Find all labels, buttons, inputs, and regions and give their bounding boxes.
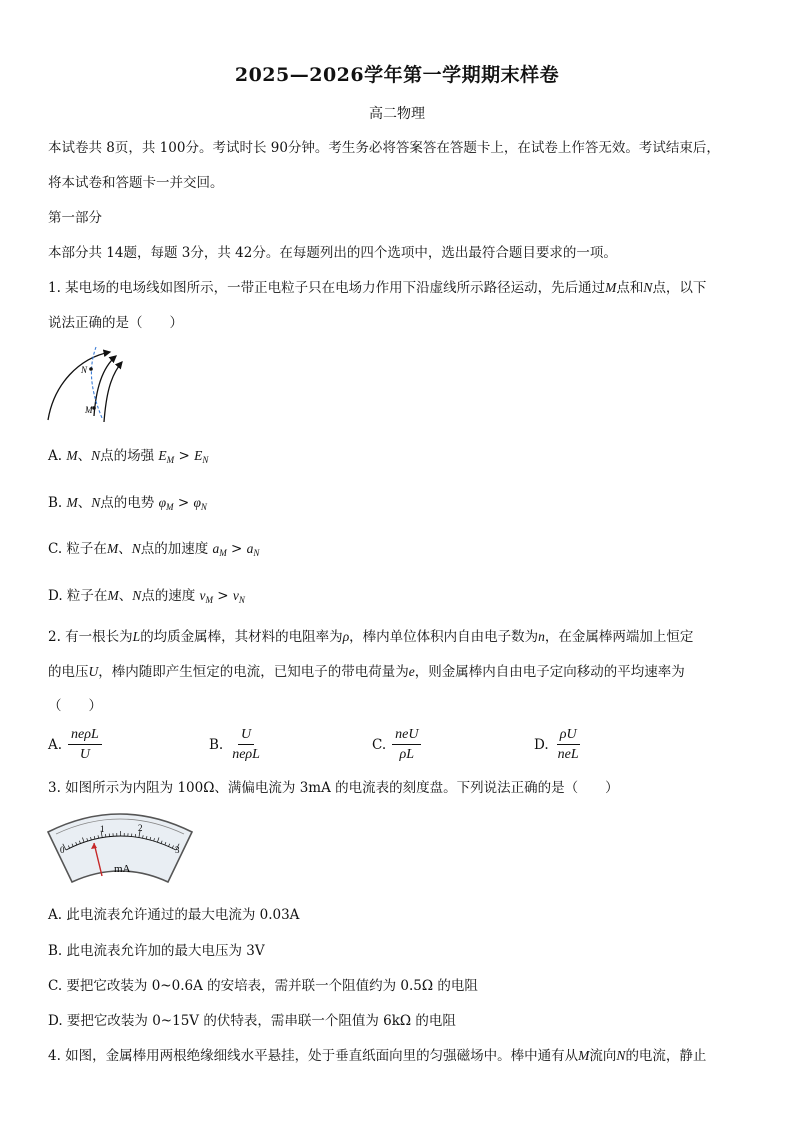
q2-stem-line3: （ ） <box>48 698 102 714</box>
q1-option-c-sym1: a <box>212 541 220 556</box>
q1-option-c-var2: N <box>131 541 141 556</box>
q1-option-a-text: 点的场强 <box>100 448 159 464</box>
q2-option-c-num: neU <box>392 726 421 745</box>
q2-option-b-den: neρL <box>232 747 260 762</box>
q2-option-a[interactable] <box>48 726 102 763</box>
q1-option-d-op: > <box>213 588 233 604</box>
q1-option-a-var1: M <box>66 448 78 463</box>
q2-var-rho: ρ <box>342 629 350 644</box>
q2-option-d-num: ρU <box>557 726 580 745</box>
field-line-right <box>104 362 122 422</box>
q1-option-d-sub2: N <box>238 595 245 605</box>
q1-option-a-sub1: M <box>166 455 175 465</box>
q1-var-m: M <box>605 280 617 295</box>
label-m: M <box>85 405 93 415</box>
q2-option-b-label: B. <box>209 736 224 753</box>
field-line-left <box>48 352 110 420</box>
q1-option-d-prefix: D. 粒子在 <box>48 588 108 604</box>
q1-option-b-var1: M <box>66 495 78 510</box>
q2-option-c-label: C. <box>372 736 387 753</box>
q1-option-b-sep: 、 <box>77 495 92 511</box>
q1-option-a-prefix: A. <box>48 448 67 464</box>
q2-line1-d: ，在金属棒两端加上恒定 <box>544 629 694 645</box>
q2-option-b-fraction <box>229 726 263 763</box>
q2-line2-a: 的电压 <box>48 664 89 680</box>
q3-option-b[interactable]: B. 此电流表允许加的最大电压为 3V <box>48 943 265 959</box>
q3-option-a[interactable]: A. 此电流表允许通过的最大电流为 0.03A <box>48 907 300 923</box>
q2-option-c-fraction <box>392 726 421 763</box>
meter-tick-0: 0 <box>60 845 65 855</box>
q4-var-m: M <box>578 1048 590 1063</box>
q1-option-d-var2: N <box>132 588 142 603</box>
q1-stem-and: 点和 <box>616 280 644 296</box>
part1-instructions: 本部分共 14题，每题 3分，共 42分。在每题列出的四个选项中，选出最符合题目要求的一项。 <box>48 245 617 261</box>
q2-option-d-fraction <box>555 726 582 763</box>
q1-stem <box>48 278 706 298</box>
q2-var-u: U <box>88 664 99 679</box>
q4-var-n: N <box>616 1048 626 1063</box>
label-n: N <box>81 365 88 375</box>
q1-option-d-sub1: M <box>205 595 213 605</box>
intro-line-2: 将本试卷和答题卡一并交回。 <box>48 175 224 191</box>
intro-line-1: 本试卷共 8页，共 100分。考试时长 90分钟。考生务必将答案答在答题卡上，在试卷上作答无效。考试结束后， <box>48 140 720 156</box>
meter-unit: mA <box>114 863 131 875</box>
q3-option-d[interactable]: D. 要把它改装为 0~15V 的伏特表，需串联一个阻值为 6kΩ 的电阻 <box>48 1013 456 1029</box>
q2-option-a-fraction <box>68 726 102 763</box>
q1-option-b-sym2: φ <box>193 495 201 510</box>
q1-option-c-text: 点的加速度 <box>140 541 213 557</box>
q2-var-n: n <box>538 629 545 644</box>
q2-stem-line1 <box>48 627 693 647</box>
q1-option-b-sub2: N <box>200 502 207 512</box>
q2-line2-c: ，则金属棒内自由电子定向移动的平均速率为 <box>414 664 685 680</box>
q1-option-b-prefix: B. <box>48 495 67 511</box>
q1-option-d[interactable] <box>48 586 245 610</box>
q1-stem-line2: 说法正确的是（ ） <box>48 315 183 331</box>
meter-tick-2: 2 <box>138 823 143 833</box>
q2-option-c[interactable] <box>372 726 421 763</box>
q2-line1-b: 的均质金属棒，其材料的电阻率为 <box>140 629 343 645</box>
q2-option-a-num: neρL <box>68 726 102 745</box>
q1-option-b-op: > <box>173 495 194 511</box>
q4-stem-b: 的电流，静止 <box>625 1048 707 1064</box>
q3-option-c[interactable]: C. 要把它改装为 0~0.6A 的安培表，需并联一个阻值约为 0.5Ω 的电阻 <box>48 978 478 994</box>
q1-option-c-op: > <box>226 541 247 557</box>
q4-stem-mid: 流向 <box>589 1048 617 1064</box>
point-n-dot <box>89 367 93 371</box>
q1-option-d-var1: M <box>107 588 119 603</box>
q1-option-c[interactable] <box>48 539 259 563</box>
q1-option-c-sub1: M <box>219 548 227 558</box>
q1-field-lines-figure <box>44 344 128 426</box>
q3-ammeter-dial-figure <box>44 810 196 886</box>
part1-title: 第一部分 <box>48 210 102 226</box>
q1-option-a-var2: N <box>91 448 101 463</box>
q2-option-d-den: neL <box>557 747 579 762</box>
q1-option-b-text: 点的电势 <box>100 495 159 511</box>
q1-option-d-sym1: v <box>199 588 206 603</box>
q2-option-d-label: D. <box>534 736 549 753</box>
q1-option-a-sym2: E <box>194 448 203 463</box>
meter-tick-3: 3 <box>175 845 180 855</box>
q4-stem <box>48 1046 706 1066</box>
q1-option-a-op: > <box>174 448 195 464</box>
q1-option-d-sep: 、 <box>118 588 133 604</box>
q1-option-c-sub2: N <box>253 548 260 558</box>
q2-var-e: e <box>408 664 415 679</box>
q1-option-a[interactable] <box>48 446 208 470</box>
meter-tick-1: 1 <box>100 824 105 834</box>
q1-stem-text-b: 点，以下 <box>652 280 707 296</box>
q1-option-a-sym1: E <box>158 448 167 463</box>
q3-stem: 3. 如图所示为内阻为 100Ω、满偏电流为 3mA 的电流表的刻度盘。下列说法正确的是（ ） <box>48 780 619 796</box>
q1-option-a-sep: 、 <box>77 448 92 464</box>
q2-option-b[interactable] <box>209 726 263 763</box>
q2-option-b-num: U <box>238 726 254 745</box>
q2-line2-b: ，棒内随即产生恒定的电流，已知电子的带电荷量为 <box>98 664 409 680</box>
q2-line1-c: ，棒内单位体积内自由电子数为 <box>349 629 539 645</box>
q1-option-c-sym2: a <box>246 541 254 556</box>
q1-option-c-sep: 、 <box>118 541 132 557</box>
q2-option-a-label: A. <box>48 736 63 753</box>
q1-option-b-sym1: φ <box>158 495 167 510</box>
q1-option-d-sym2: v <box>232 588 239 603</box>
q2-option-d[interactable] <box>534 726 582 763</box>
point-m-dot <box>92 406 96 410</box>
page-title: 2025—2026学年第一学期期末样卷 <box>234 64 560 86</box>
q2-stem-line2 <box>48 662 685 682</box>
q2-option-c-den: ρL <box>399 747 415 762</box>
q1-option-b-var2: N <box>91 495 101 510</box>
q2-var-l: L <box>132 629 141 644</box>
q1-stem-text-a: 1. 某电场的电场线如图所示，一带正电粒子只在电场力作用下沿虚线所示路径运动，先后通过 <box>48 280 606 296</box>
q1-option-b-sub1: M <box>166 502 174 512</box>
q1-option-c-var1: M <box>106 541 119 556</box>
q1-option-a-sub2: N <box>202 455 209 465</box>
q1-var-n: N <box>643 280 653 295</box>
q2-option-a-den: U <box>79 747 90 762</box>
q4-stem-a: 4. 如图，金属棒用两根绝缘细线水平悬挂，处于垂直纸面向里的匀强磁场中。棒中通有从 <box>48 1048 579 1064</box>
page-subtitle: 高二物理 <box>369 106 425 122</box>
q1-option-b[interactable] <box>48 493 207 517</box>
q2-line1-a: 2. 有一根长为 <box>48 629 133 645</box>
q1-option-c-prefix: C. 粒子在 <box>48 541 107 557</box>
q1-option-d-text: 点的速度 <box>141 588 200 604</box>
